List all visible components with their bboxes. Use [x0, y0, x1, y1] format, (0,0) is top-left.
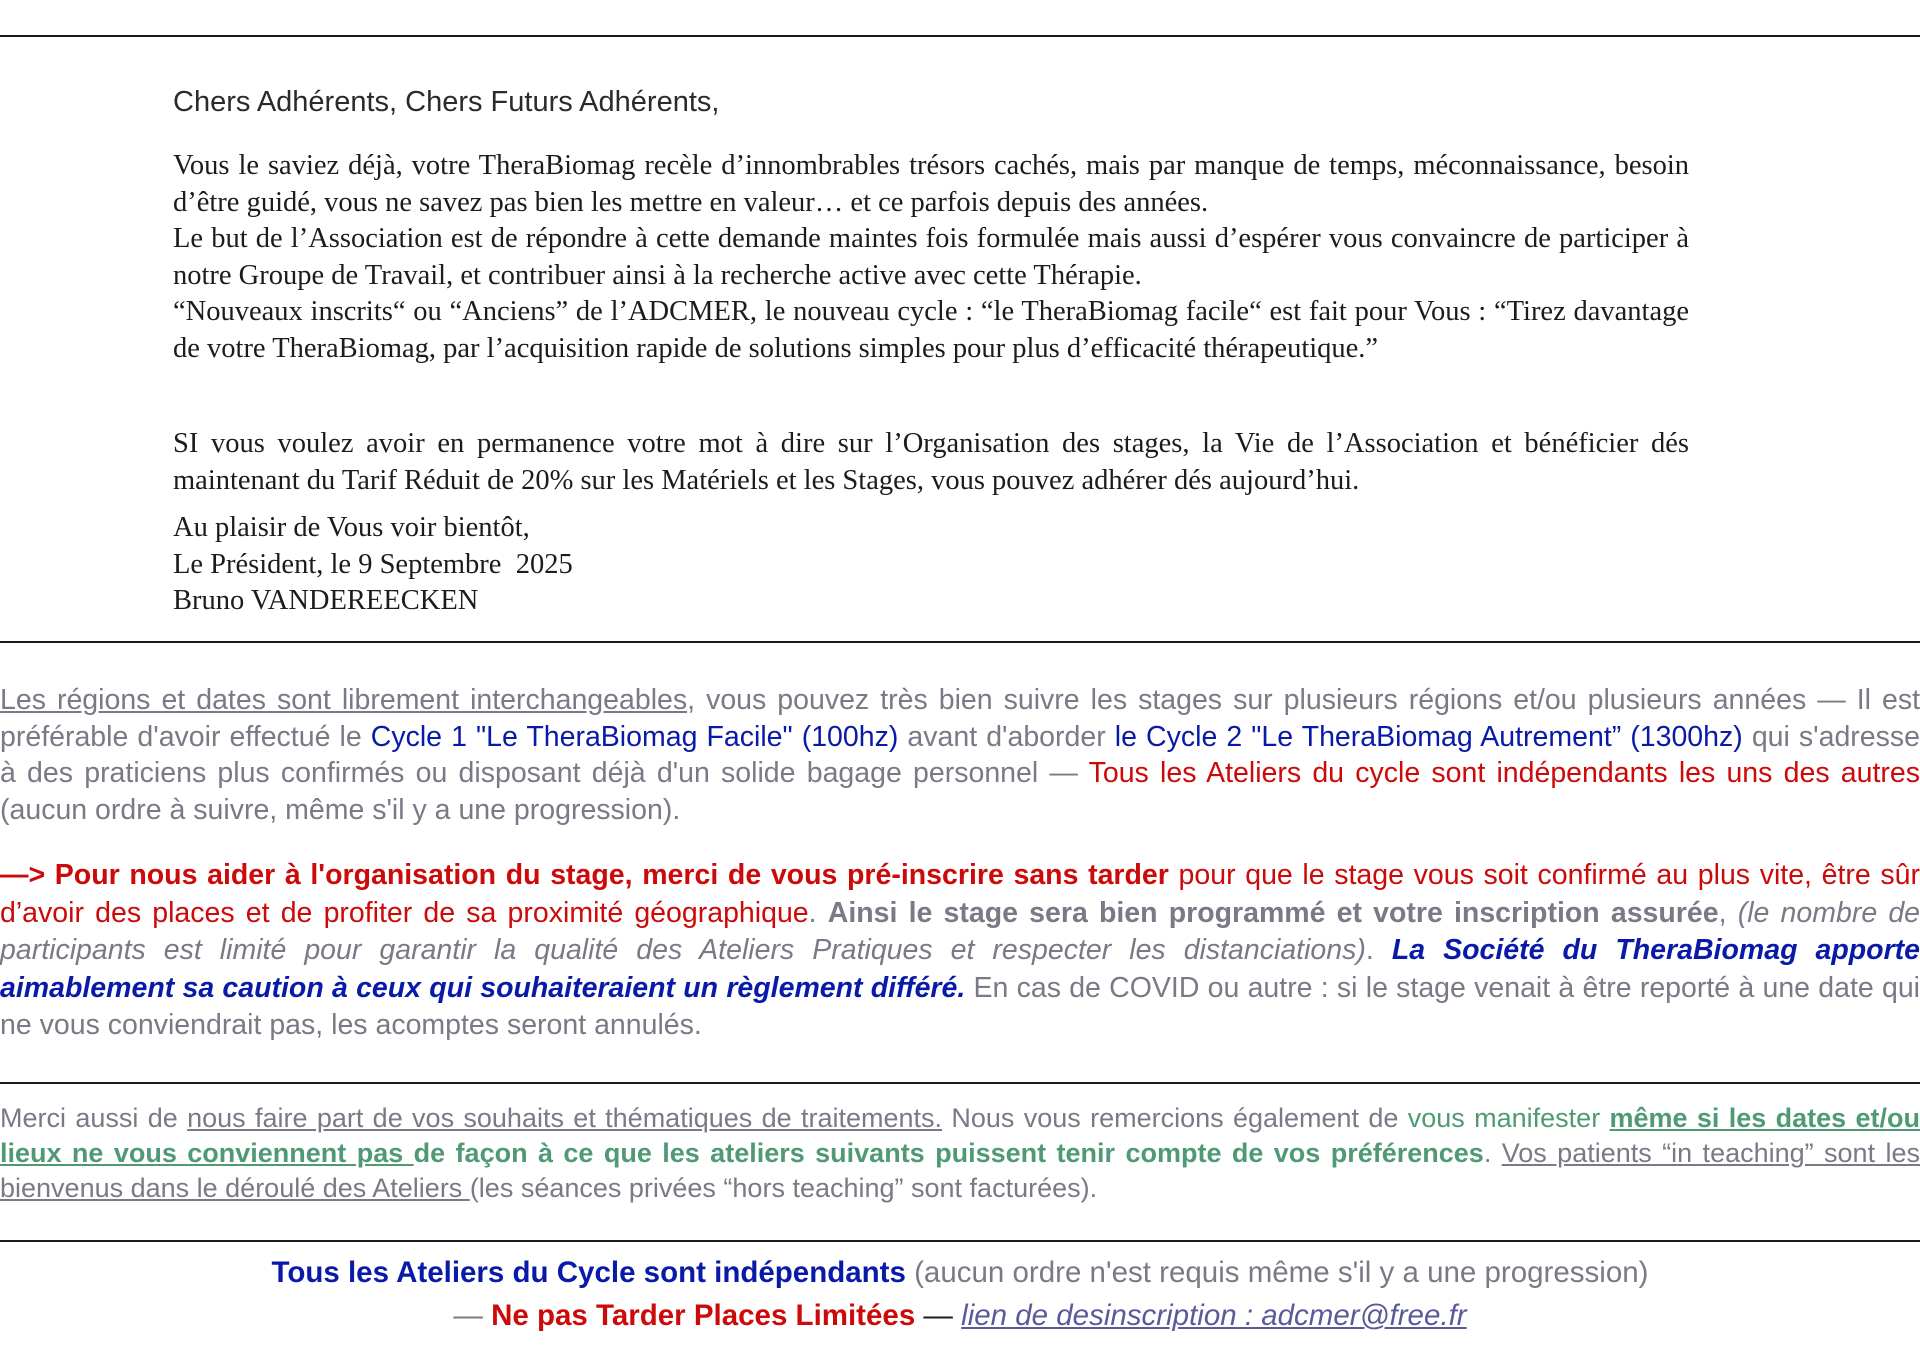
signature-name: Bruno VANDEREECKEN — [173, 585, 479, 616]
top-divider — [0, 35, 1920, 37]
letter-sentence: “Nouveaux inscrits“ ou “Anciens” de l’ADCMER, le nouveau cycle : “le TheraBiomag facile“ est fait pour Vous : “Tirez davantage de votre TheraBiomag, par l’acquisition rapide de solutions simples pour plus d’efficacité thérapeutique.” — [173, 296, 1689, 364]
regions-text: vous pouvez très bien suivre les stages sur plusieurs régions et/ou plusieurs années — Il est préférable d'avoir effectué le — [0, 684, 1920, 753]
wishes-green-text: vous manifester — [1407, 1103, 1610, 1133]
preferences-note: de façon à ce que les ateliers suivants puissent tenir compte de vos préférences — [413, 1138, 1484, 1168]
footer-independent: Tous les Ateliers du Cycle sont indépendants — [271, 1256, 906, 1289]
punctuation: . — [1365, 934, 1392, 966]
deferred-payment-note: La Société du TheraBiomag apporte aimablement sa caution à ceux qui souhaiteraient un règlement différé. — [0, 934, 1920, 1004]
letter-signature — [173, 510, 1689, 620]
closing-line: Au plaisir de Vous voir bientôt, — [173, 512, 530, 543]
wishes-paragraph — [0, 1101, 1920, 1206]
limited-places-note: Ne pas Tarder Places Limitées — [491, 1299, 916, 1332]
punctuation: , — [1718, 896, 1738, 929]
letter-sentence: Vous le saviez déjà, votre TheraBiomag recèle d’innombrables trésors cachés, mais par manque de temps, méconnaissance, besoin d’être guidé, vous ne savez pas bien les mettre en valeur… et ce parfois depuis des années. — [173, 150, 1689, 218]
wishes-link[interactable]: nous faire part de vos souhaits et thématiques de traitements. — [187, 1103, 943, 1133]
regions-paragraph — [0, 682, 1920, 828]
letter-sentence: Le but de l’Association est de répondre à cette demande maintes fois formulée mais aussi d’espérer vous convaincre de participer à notre Groupe de Travail, et contribuer ainsi à la recherche active avec cette Thérapie. — [173, 223, 1689, 291]
patients-in-teaching-link[interactable]: Vos patients “in teaching” sont les bienvenus dans le déroulé des Ateliers — [0, 1138, 1920, 1203]
independent-workshops-note: Tous les Ateliers du cycle sont indépendants les uns des autres — [1088, 757, 1920, 789]
punctuation: . — [808, 896, 828, 929]
preregister-text: pour que le stage vous soit confirmé au plus vite, être sûr d’avoir des places et de profiter de sa proximité géographique — [0, 859, 1920, 929]
preregister-callout: —> Pour nous aider à l'organisation du stage, merci de vous pré-inscrire sans tarder — [0, 859, 1169, 891]
wishes-divider — [0, 1082, 1920, 1084]
covid-note: En cas de COVID ou autre : si le stage venait à être reporté à une date qui ne vous conviendrait pas, les acomptes seront annulés. — [0, 971, 1920, 1041]
letter-divider — [0, 641, 1920, 643]
participants-limit-note: (le nombre de participants est limité pour garantir la qualité des Ateliers Pratiques et respecter les distanciations) — [0, 896, 1920, 966]
letter-greeting: Chers Adhérents, Chers Futurs Adhérents, — [173, 86, 720, 118]
footer-line-2 — [0, 1299, 1920, 1333]
private-sessions-note: (les séances privées “hors teaching” sont facturées). — [469, 1173, 1098, 1203]
wishes-text: Merci aussi de — [0, 1103, 188, 1133]
dates-not-suitable-note: même si les dates et/ou lieux ne vous conviennent pas — [0, 1103, 1920, 1168]
dash: — — [915, 1299, 962, 1332]
letter-paragraph-2: SI vous voulez avoir en permanence votre mot à dire sur l’Organisation des stages, la Vie de l’Association et bénéficier dés maintenant du Tarif Réduit de 20% sur les Matériels et les Stages, vous pouvez adhérer dés aujourd’hui. — [173, 428, 1689, 496]
regions-text: avant d'aborder — [898, 720, 1115, 753]
signature-line: Le Président, le 9 Septembre 2025 — [173, 548, 573, 580]
footer-order-note: (aucun ordre n'est requis même s'il y a une progression) — [905, 1256, 1649, 1289]
footer-line-1 — [0, 1256, 1920, 1290]
unsubscribe-link[interactable]: lien de desinscription : adcmer@free.fr — [961, 1299, 1467, 1332]
cycle-2-label: le Cycle 2 "Le TheraBiomag Autrement” (1300hz) — [1114, 720, 1743, 753]
footer-divider — [0, 1240, 1920, 1242]
wishes-text: Nous vous remercions également de — [942, 1103, 1408, 1133]
letter-paragraph-1 — [173, 148, 1689, 367]
regions-text: (aucun ordre à suivre, même s'il y a une progression). — [0, 793, 681, 826]
regions-link[interactable]: Les régions et dates sont librement interchangeables, — [0, 684, 696, 716]
registration-assured: Ainsi le stage sera bien programmé et votre inscription assurée — [827, 896, 1719, 929]
regions-text: qui s'adresse à des praticiens plus confirmés ou disposant déjà d'un solide bagage personnel — — [0, 720, 1920, 789]
registration-paragraph — [0, 857, 1920, 1045]
dash: — — [453, 1299, 492, 1332]
cycle-1-label: Cycle 1 "Le TheraBiomag Facile" (100hz) — [370, 720, 899, 753]
punctuation: . — [1483, 1138, 1502, 1168]
